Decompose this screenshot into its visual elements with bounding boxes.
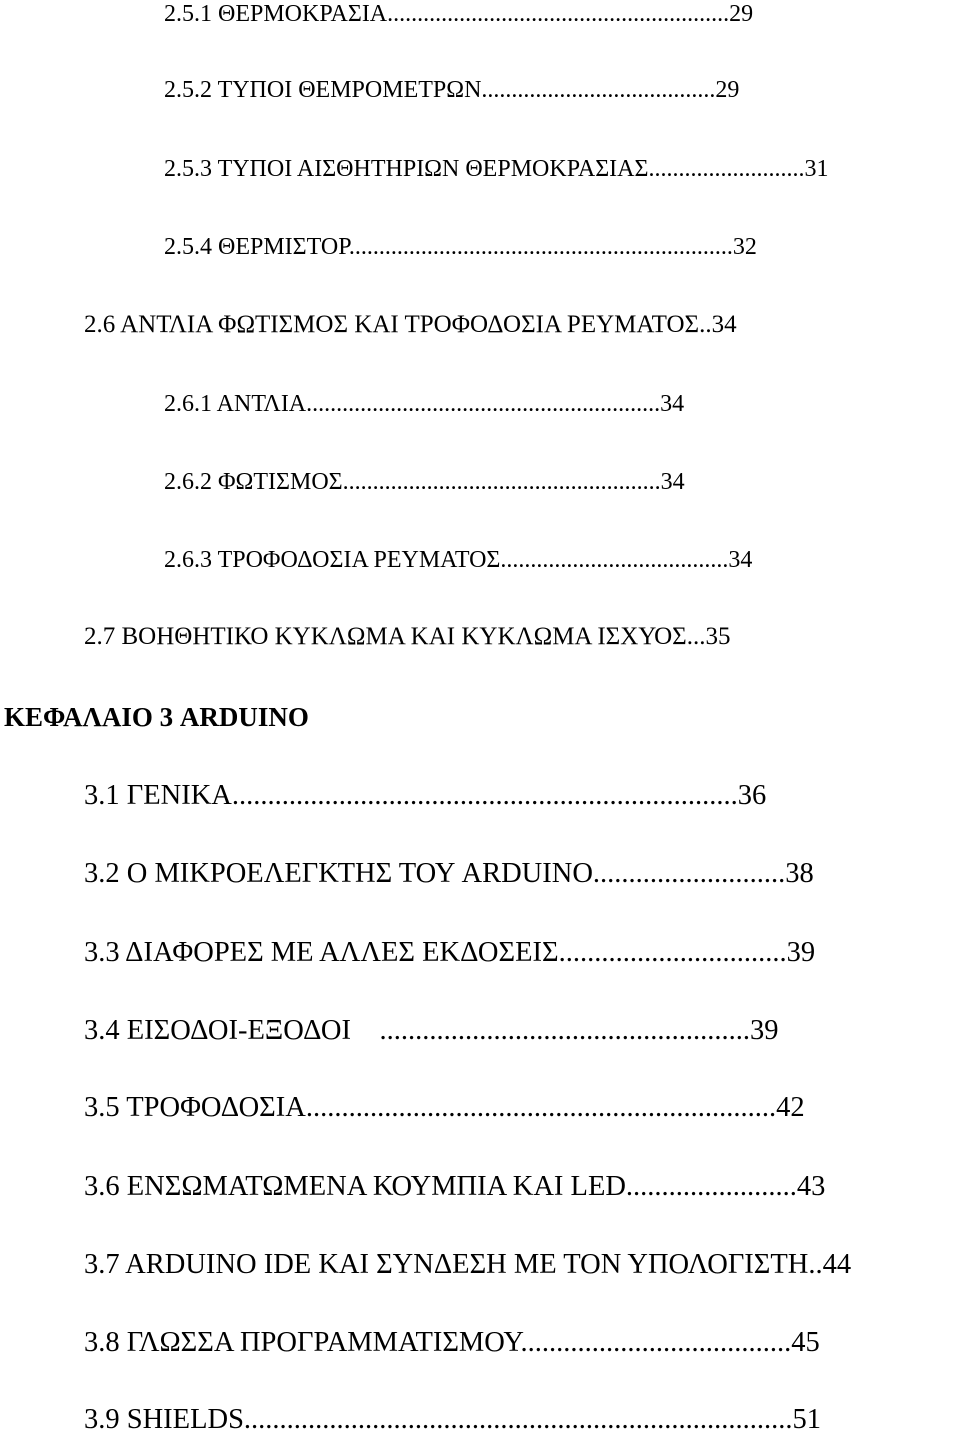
toc-entry-2-6: 2.6 ΑΝΤΛΙΑ ΦΩΤΙΣΜΟΣ ΚΑΙ ΤΡΟΦΟΔΟΣΙΑ ΡΕΥΜΑΤΟΣ..34 (84, 311, 737, 338)
toc-entry-3-9: 3.9 SHIELDS.............................................................................51 (84, 1404, 822, 1435)
toc-entry-2-5-1: 2.5.1 ΘΕΡΜΟΚΡΑΣΙΑ.........................................................29 (164, 1, 754, 27)
toc-entry-3-2: 3.2 Ο ΜΙΚΡΟΕΛΕΓΚΤΗΣ ΤΟΥ ARDUINO...........................38 (84, 858, 814, 889)
toc-entry-2-6-1: 2.6.1 ΑΝΤΛΙΑ...........................................................34 (164, 391, 685, 417)
toc-entry-2-5-3: 2.5.3 ΤΥΠΟΙ ΑΙΣΘΗΤΗΡΙΩΝ ΘΕΡΜΟΚΡΑΣΙΑΣ..........................31 (164, 156, 829, 182)
toc-entry-3-1: 3.1 ΓΕΝΙΚΑ.......................................................................36 (84, 780, 767, 811)
toc-entry-2-5-4: 2.5.4 ΘΕΡΜΙΣΤΟΡ................................................................32 (164, 234, 757, 260)
toc-entry-3-8: 3.8 ΓΛΩΣΣΑ ΠΡΟΓΡΑΜΜΑΤΙΣΜΟΥ......................................45 (84, 1327, 820, 1358)
toc-entry-3-4: 3.4 ΕΙΣΟΔΟΙ-ΕΞΟΔΟΙ ....................................................39 (84, 1015, 779, 1046)
toc-entry-2-7: 2.7 ΒΟΗΘΗΤΙΚΟ ΚΥΚΛΩΜΑ ΚΑΙ ΚΥΚΛΩΜΑ ΙΣΧΥΟΣ...35 (84, 623, 731, 650)
toc-entry-3-6: 3.6 ΕΝΣΩΜΑΤΩΜΕΝΑ ΚΟΥΜΠΙΑ ΚΑΙ LED........................43 (84, 1171, 826, 1202)
toc-entry-2-5-2: 2.5.2 ΤΥΠΟΙ ΘΕΜΡΟΜΕΤΡΩΝ.......................................29 (164, 77, 740, 103)
toc-entry-2-6-3: 2.6.3 ΤΡΟΦΟΔΟΣΙΑ ΡΕΥΜΑΤΟΣ......................................34 (164, 547, 753, 573)
toc-entry-2-6-2: 2.6.2 ΦΩΤΙΣΜΟΣ.....................................................34 (164, 469, 685, 495)
toc-entry-3-7: 3.7 ARDUINO IDE ΚΑΙ ΣΥΝΔΕΣΗ ΜΕ ΤΟΝ ΥΠΟΛΟΓΙΣΤΗ..44 (84, 1249, 852, 1280)
toc-entry-3-3: 3.3 ΔΙΑΦΟΡΕΣ ΜΕ ΑΛΛΕΣ ΕΚΔΟΣΕΙΣ................................39 (84, 937, 816, 968)
chapter-heading: ΚΕΦΑΛΑΙΟ 3 ARDUINO (4, 702, 309, 732)
toc-entry-3-5: 3.5 ΤΡΟΦΟΔΟΣΙΑ..................................................................42 (84, 1092, 805, 1123)
